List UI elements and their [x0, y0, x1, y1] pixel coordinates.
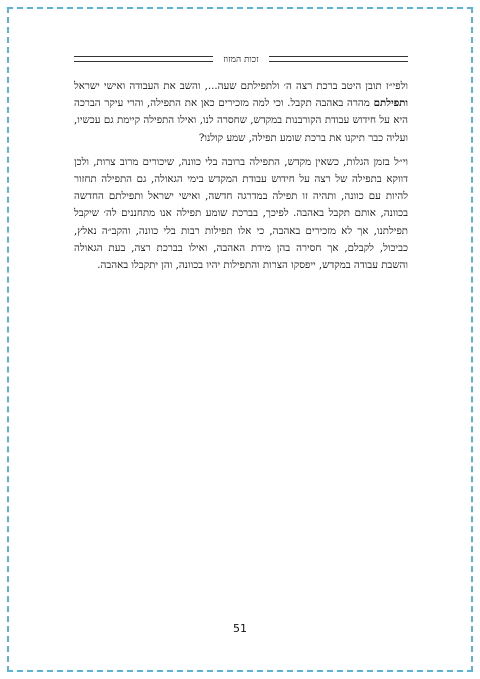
paragraph-1-rest: מהרה באהבה תקבל. וכי למה מזכירים כאן את התפילה, והרי עיקר הברכה היא על חידוש עבודת הקורבנות במקדש, שחסרה לנו, ואילו התפילה קיימת גם עכשיו, ועליה כבר תיקנו את ברכת שומע תפילה, שמע קולנו?: [74, 98, 408, 144]
header-rule-right: [269, 56, 408, 62]
paragraph-2: וי״ל בזמן הגלות, כשאין מקדש, התפילה ברובה בלי כוונה, שיכורים מרוב צרות, ולכן דווקא בתפילה של רצה על חידוש עבודת המקדש בימי הגאולה, גם התפילה תחזור להיות עם כוונה, ותהיה זו תפילה במדרגה חדשה, ואישי ישראל ותפילתם החדשה בכוונה, אותם תקבל באהבה. לפיכך, בברכת שומע תפילה אנו מתחננים לה׳ שיקבל תפילתנו, אך לא מזכירים באהבה, כי אלו תפילות רבות בלי כוונה, והקב״ה נאלץ, כביכול, לקבלם, אך חסירה בהן מידת האהבה, ואילו בברכת רצה, בעת הגאולה והשבת עבודה במקדש, ייפסקו הצרות והתפילות יהיו בכוונה, והן יתקבלו באהבה.: [74, 156, 408, 272]
page-number: 51: [233, 622, 247, 635]
paragraph-1-text: ולפי״ז תובן היטב ברכת רצה ה׳ ולתפילתם שעה..., והשב את העבודה ואישי ישראל: [74, 81, 408, 92]
main-text: [74, 78, 408, 281]
header-title: זכות המזוז: [223, 54, 259, 65]
paragraph-1: [74, 78, 408, 147]
header-rule-left: [74, 56, 213, 62]
running-header: [74, 52, 408, 66]
paragraph-1-bold: ותפילתם: [373, 97, 408, 110]
